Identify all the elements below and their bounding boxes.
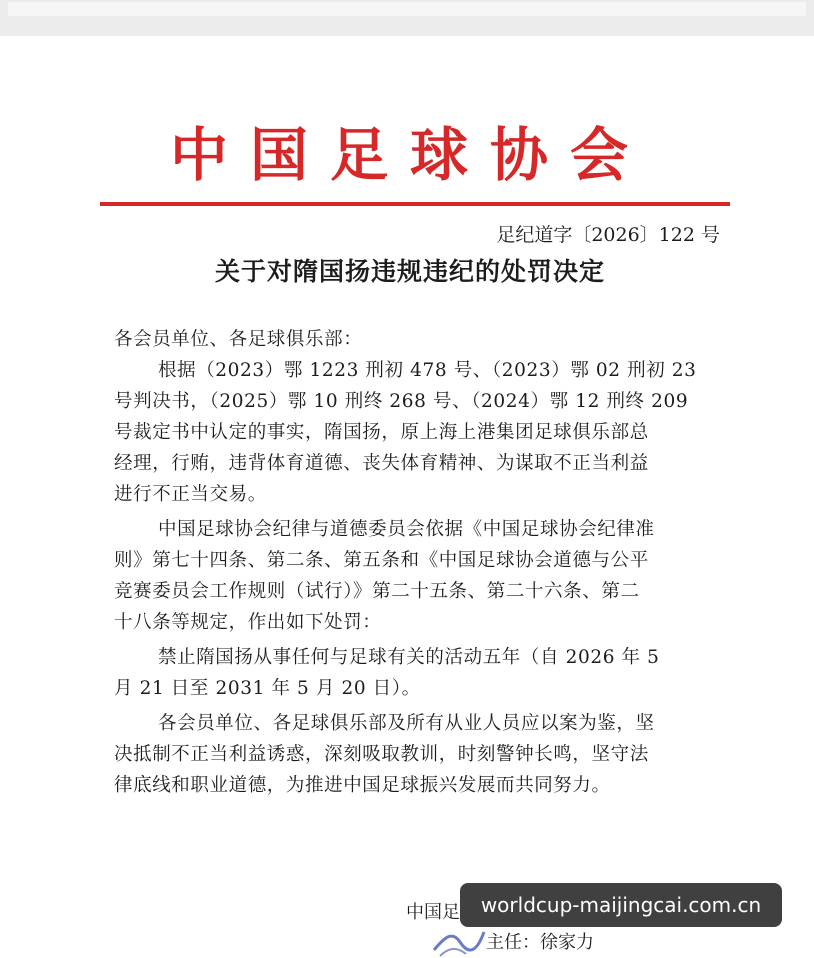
body-line: 经理，行贿，违背体育道德、丧失体育精神、为谋取不正当利益 [114, 453, 649, 474]
body-line: 竞赛委员会工作规则（试行）》第二十五条、第二十六条、第二 [114, 581, 640, 602]
watermark-badge: worldcup-maijingcai.com.cn [460, 883, 782, 927]
director-signature-line: 主任：徐家力 [486, 932, 594, 953]
previous-page-edge [8, 2, 806, 16]
body-line: 根据（2023）鄂 1223 刑初 478 号、（2023）鄂 02 刑初 23 [158, 360, 697, 381]
body-line: 决抵制不正当利益诱惑，深刻吸取教训，时刻警钟长鸣，坚守法 [114, 744, 649, 765]
body-line: 十八条等规定，作出如下处罚： [114, 612, 382, 633]
document-title: 关于对隋国扬违规违纪的处罚决定 [214, 257, 605, 286]
body-line: 禁止隋国扬从事任何与足球有关的活动五年（自 2026 年 5 [158, 647, 660, 668]
organization-header: 中国足球协会 [169, 121, 650, 189]
body-line: 进行不正当交易。 [114, 484, 267, 505]
body-line: 律底线和职业道德，为推进中国足球振兴发展而共同努力。 [114, 775, 611, 796]
top-background [0, 0, 814, 36]
body-line: 月 21 日至 2031 年 5 月 20 日）。 [114, 678, 421, 699]
body-line: 中国足球协会纪律与道德委员会依据《中国足球协会纪律准 [158, 519, 655, 540]
body-line: 号裁定书中认定的事实，隋国扬，原上海上港集团足球俱乐部总 [114, 422, 649, 443]
body-line: 各会员单位、各足球俱乐部及所有从业人员应以案为鉴，坚 [158, 713, 655, 734]
body-line: 号判决书，（2025）鄂 10 刑终 268 号、（2024）鄂 12 刑终 209 [114, 391, 689, 412]
signing-organization: 中国足 [406, 902, 460, 923]
document-number: 足纪道字〔2026〕122 号 [496, 224, 720, 246]
header-red-rule [100, 202, 730, 206]
body-line: 则》第七十四条、第二条、第五条和《中国足球协会道德与公平 [114, 550, 649, 571]
salutation-line: 各会员单位、各足球俱乐部： [114, 329, 363, 350]
